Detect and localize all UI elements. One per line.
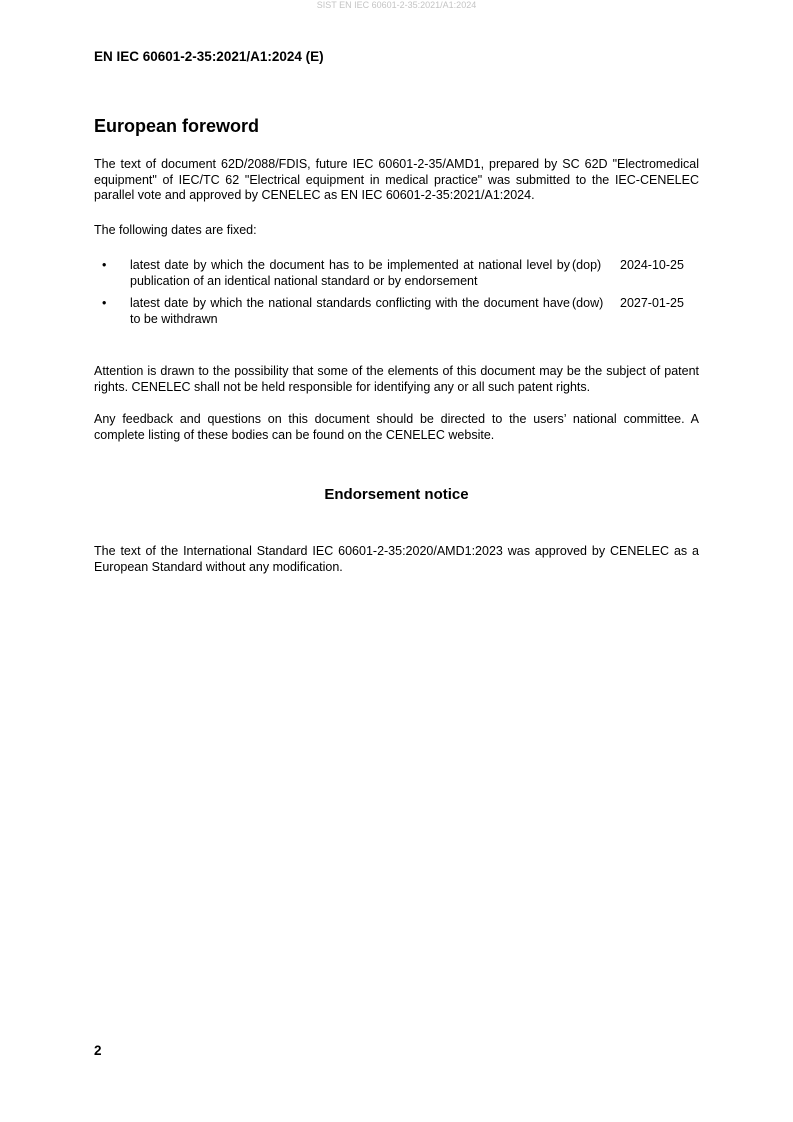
date-item-dow xyxy=(94,296,699,328)
endorsement-title: Endorsement notice xyxy=(324,486,469,503)
watermark: SIST EN IEC 60601-2-35:2021/A1:2024 xyxy=(316,0,477,10)
dates-intro: The following dates are fixed: xyxy=(94,223,257,237)
date-item-code: (dow) xyxy=(572,296,604,310)
page-number: 2 xyxy=(94,1043,102,1058)
date-item-text: latest date by which the national standards conflicting with the document have to be withdrawn xyxy=(130,296,570,326)
bullet-marker: • xyxy=(102,258,107,272)
patent-notice-paragraph: Attention is drawn to the possibility that some of the elements of this document may be the subject of patent rights. CENELEC shall not be held responsible for identifying any or all such patent rights. xyxy=(94,364,699,394)
endorsement-paragraph: The text of the International Standard IEC 60601-2-35:2020/AMD1:2023 was approved by CENELEC as a European Standard without any modification. xyxy=(94,544,699,574)
date-item-dop xyxy=(94,258,699,290)
bullet-marker: • xyxy=(102,296,107,310)
date-item-value: 2027-01-25 xyxy=(620,296,684,310)
feedback-paragraph: Any feedback and questions on this document should be directed to the users’ national committee. A complete listing of these bodies can be found on the CENELEC website. xyxy=(94,412,699,442)
date-item-value: 2024-10-25 xyxy=(620,258,684,272)
date-item-text: latest date by which the document has to be implemented at national level by publication of an identical national standard or by endorsement xyxy=(130,258,570,288)
foreword-title: European foreword xyxy=(94,116,260,136)
date-item-code: (dop) xyxy=(572,258,602,272)
foreword-intro-paragraph: The text of document 62D/2088/FDIS, future IEC 60601-2-35/AMD1, prepared by SC 62D "Electromedical equipment" of IEC/TC 62 "Electrical equipment in medical practice" was submitted to the IEC-CENELEC parallel vote and approved by CENELEC as EN IEC 60601-2-35:2021/A1:2024. xyxy=(94,157,699,202)
document-id-header: EN IEC 60601-2-35:2021/A1:2024 (E) xyxy=(94,49,324,64)
